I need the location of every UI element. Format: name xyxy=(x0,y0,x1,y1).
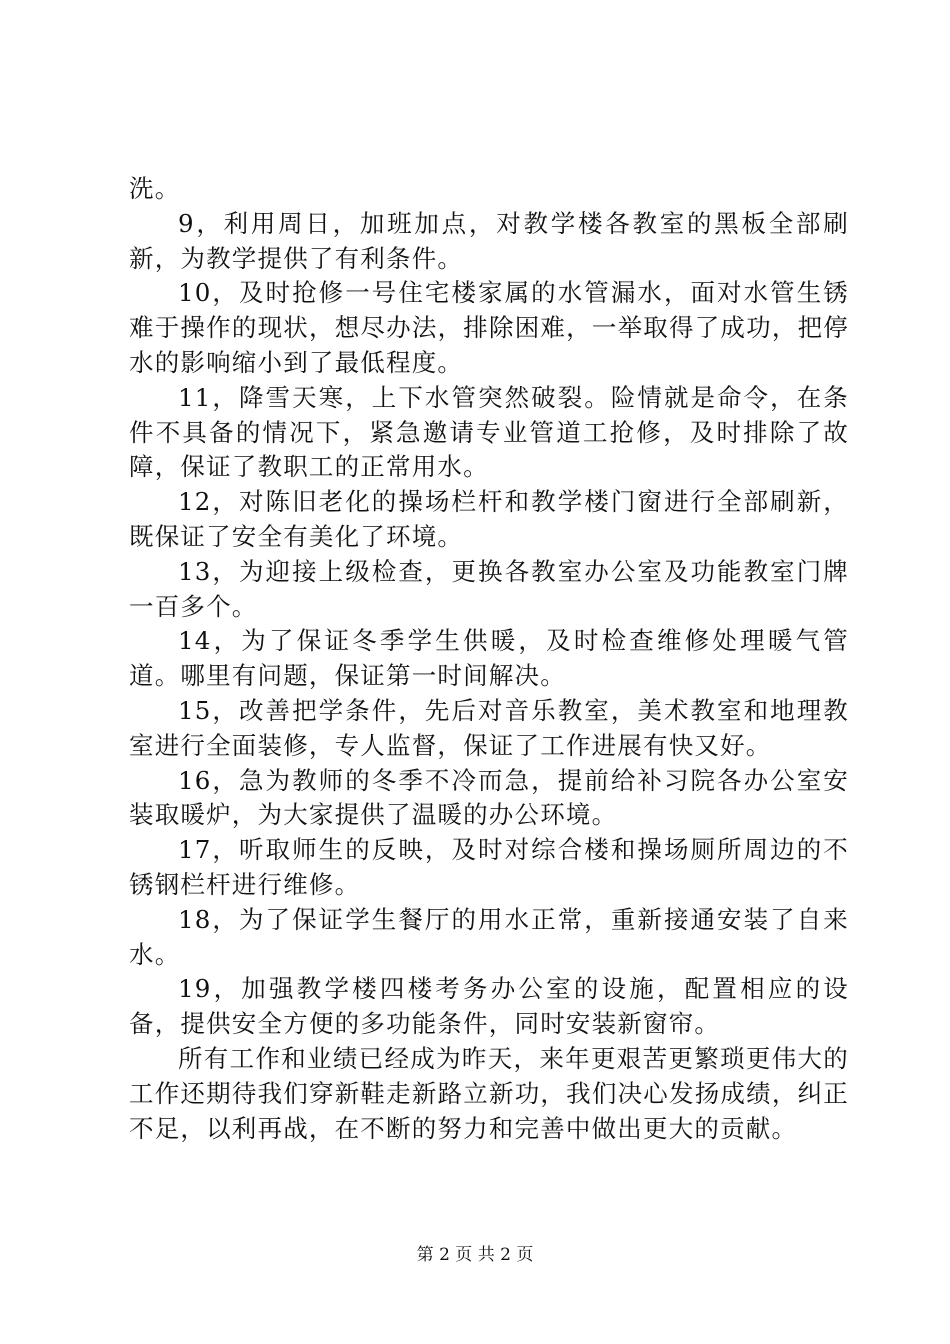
paragraph-item-11: 11，降雪天寒，上下水管突然破裂。险情就是命令，在条件不具备的情况下，紧急邀请专业管道工抢修，及时排除了故障，保证了教职工的正常用水。 xyxy=(129,382,849,482)
paragraph-item-10: 10，及时抢修一号住宅楼家属的水管漏水，面对水管生锈难于操作的现状，想尽办法，排除困难，一举取得了成功，把停水的影响缩小到了最低程度。 xyxy=(129,278,849,377)
document-body xyxy=(129,172,849,1146)
paragraph-item-16: 16，急为教师的冬季不冷而急，提前给补习院各办公室安装取暖炉，为大家提供了温暖的办公环境。 xyxy=(129,765,849,830)
paragraph-item-9: 9，利用周日，加班加点，对教学楼各教室的黑板全部刷新，为教学提供了有利条件。 xyxy=(129,208,849,273)
paragraph-conclusion: 所有工作和业绩已经成为昨天，来年更艰苦更繁琐更伟大的工作还期待我们穿新鞋走新路立新功，我们决心发扬成绩，纠正不足，以利再战，在不断的努力和完善中做出更大的贡献。 xyxy=(129,1043,849,1143)
paragraph-item-18: 18，为了保证学生餐厅的用水正常，重新接通安装了自来水。 xyxy=(129,904,849,969)
page-number-label: 第 2 页 共 2 页 xyxy=(416,1245,534,1265)
paragraph-item-19: 19，加强教学楼四楼考务办公室的设施，配置相应的设备，提供安全方便的多功能条件，同时安装新窗帘。 xyxy=(129,974,849,1039)
paragraph-item-15: 15，改善把学条件，先后对音乐教室，美术教室和地理教室进行全面装修，专人监督，保证了工作进展有快又好。 xyxy=(129,695,849,760)
paragraph-item-13: 13，为迎接上级检查，更换各教室办公室及功能教室门牌一百多个。 xyxy=(129,556,849,621)
page-footer xyxy=(0,1243,950,1267)
paragraph-item-12: 12，对陈旧老化的操场栏杆和教学楼门窗进行全部刷新，既保证了安全有美化了环境。 xyxy=(129,487,849,551)
paragraph-continuation: 洗。 xyxy=(129,174,181,203)
paragraph-item-14: 14，为了保证冬季学生供暖，及时检查维修处理暖气管道。哪里有问题，保证第一时间解决。 xyxy=(129,626,849,691)
paragraph-item-17: 17，听取师生的反映，及时对综合楼和操场厕所周边的不锈钢栏杆进行维修。 xyxy=(129,835,849,899)
